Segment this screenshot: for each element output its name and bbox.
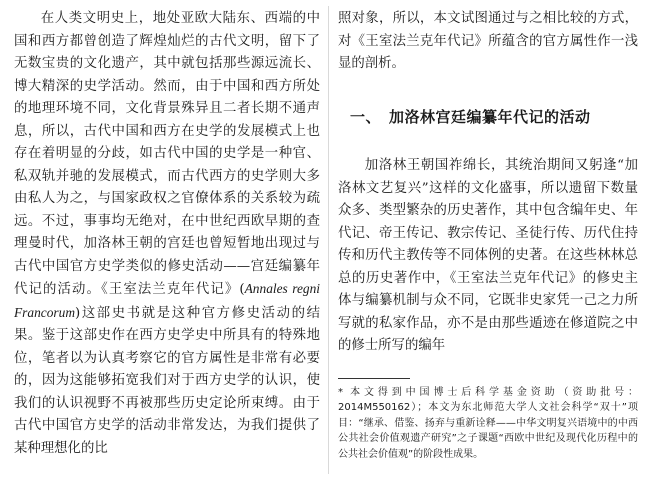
right-column (338, 8, 638, 462)
paragraph-text: 在人类文明史上，地处亚欧大陆东、西端的中国和西方都曾创造了辉煌灿烂的古代文明，留下了无数宝贵的文化遗产，其中就包括那些源远流长、博大精深的史学活动。然而，由于中国和西方所处的地理环境不同，文化背景殊异且二者长期不通声息，所以，古代中国和西方在史学的发展模式上也存在着明显的分歧，如古代中国的史学是一种官、私双轨并驰的发展模式，而古代西方的史学则大多由私人为之，与国家政权之官僚体系的关系较为疏远。不过，事事均无绝对，在中世纪西欧早期的查理曼时代，加洛林王朝的宫廷也曾短暂地出现过与古代中国官方史学类似的修史活动——宫廷编纂年代记的活动。《王室法兰克年代记》( (14, 11, 320, 297)
footnote-divider (338, 378, 410, 379)
left-column (14, 8, 320, 460)
body-paragraph (14, 8, 320, 460)
column-divider (328, 6, 329, 474)
footnote: * 本文得到中国博士后科学基金资助（资助批号：2014M550162）；本文为东北师范大学人文社会科学“双十”项目：“继承、借鉴、扬弃与重新诠释——中华文明复兴语境中的中西公共社会价值观遗产研究”之子课题“西欧中世纪及现代化历程中的公共社会价值观”的阶段性成果。 (338, 386, 638, 460)
paragraph-text: )这部史书就是这种官方修史活动的结果。鉴于这部史作在西方史学史中所具有的特殊地位，笔者以为认真考察它的官方属性是非常有必要的，因为这能够拓宽我们对于西方史学的认识，使我们的认识视野不再被那些历史定论所束缚。由于古代中国官方史学的活动非常发达，为我们提供了某种理想化的比 (14, 305, 320, 456)
section-title: 加洛林宫廷编纂年代记的活动 (389, 107, 591, 126)
body-paragraph: 加洛林王朝国祚绵长，其统治期间又躬逢“加洛林文艺复兴”这样的文化盛事，所以遗留下数量众多、类型繁杂的历史著作，其中包含编年史、年代记、帝王传记、教宗传记、圣徒行传、历代住持传和历代主教传等不同体例的史著。在这些林林总总的历史著作中，《王室法兰克年代记》的修史主体与编纂机制与众不同，它既非史家凭一己之力所写就的私家作品，亦不是由那些遁迹在修道院之中的修士所写的编年 (338, 158, 638, 353)
section-number: 一、 (350, 107, 382, 126)
section-heading (338, 106, 638, 129)
body-paragraph-continued: 照对象，所以，本文试图通过与之相比较的方式，对《王室法兰克年代记》所蕴含的官方属性作一浅显的剖析。 (338, 11, 638, 71)
latin-title: Annales regni Francorum (14, 281, 320, 320)
